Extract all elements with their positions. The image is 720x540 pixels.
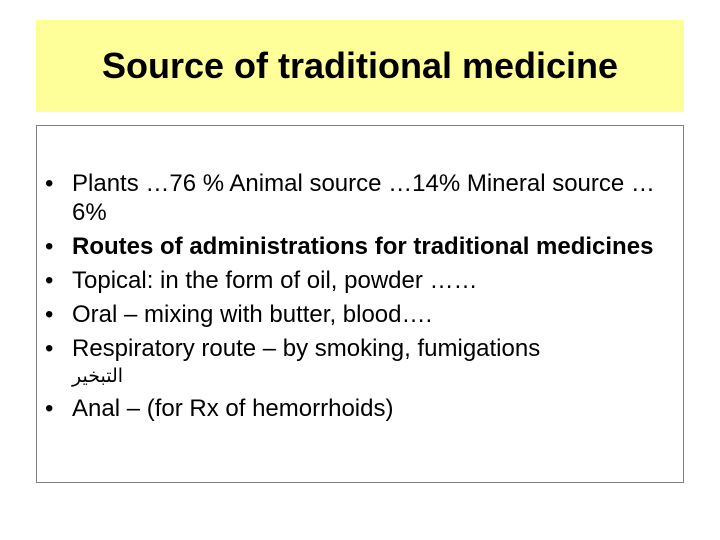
bullet-icon: • [45,301,54,328]
bullet-item-anal [45,394,675,423]
bullet-icon: • [45,233,54,260]
bullet-item-oral [45,300,675,329]
bullet-text: Topical: in the form of oil, powder …… [72,267,478,294]
bullet-text: Routes of administrations for traditional medicines [72,233,654,260]
content-box [36,125,684,483]
bullet-item-respiratory [45,334,675,389]
bullet-icon: • [45,170,54,197]
bullet-text: Anal – (for Rx of hemorrhoids) [72,395,394,422]
bullet-text: Respiratory route – by smoking, fumigations [72,335,541,362]
bullet-icon: • [45,267,54,294]
bullet-list [45,169,675,428]
bullet-text: Plants …76 % Animal source …14% Mineral source …6% [72,170,655,226]
arabic-term: التبخير [72,365,124,387]
title-box [36,20,684,112]
bullet-item-routes [45,232,675,261]
bullet-item-topical [45,266,675,295]
bullet-icon: • [45,395,54,422]
bullet-item-sources [45,169,675,227]
slide-title: Source of traditional medicine [101,45,619,86]
bullet-text: Oral – mixing with butter, blood…. [72,301,433,328]
bullet-icon: • [45,335,54,362]
